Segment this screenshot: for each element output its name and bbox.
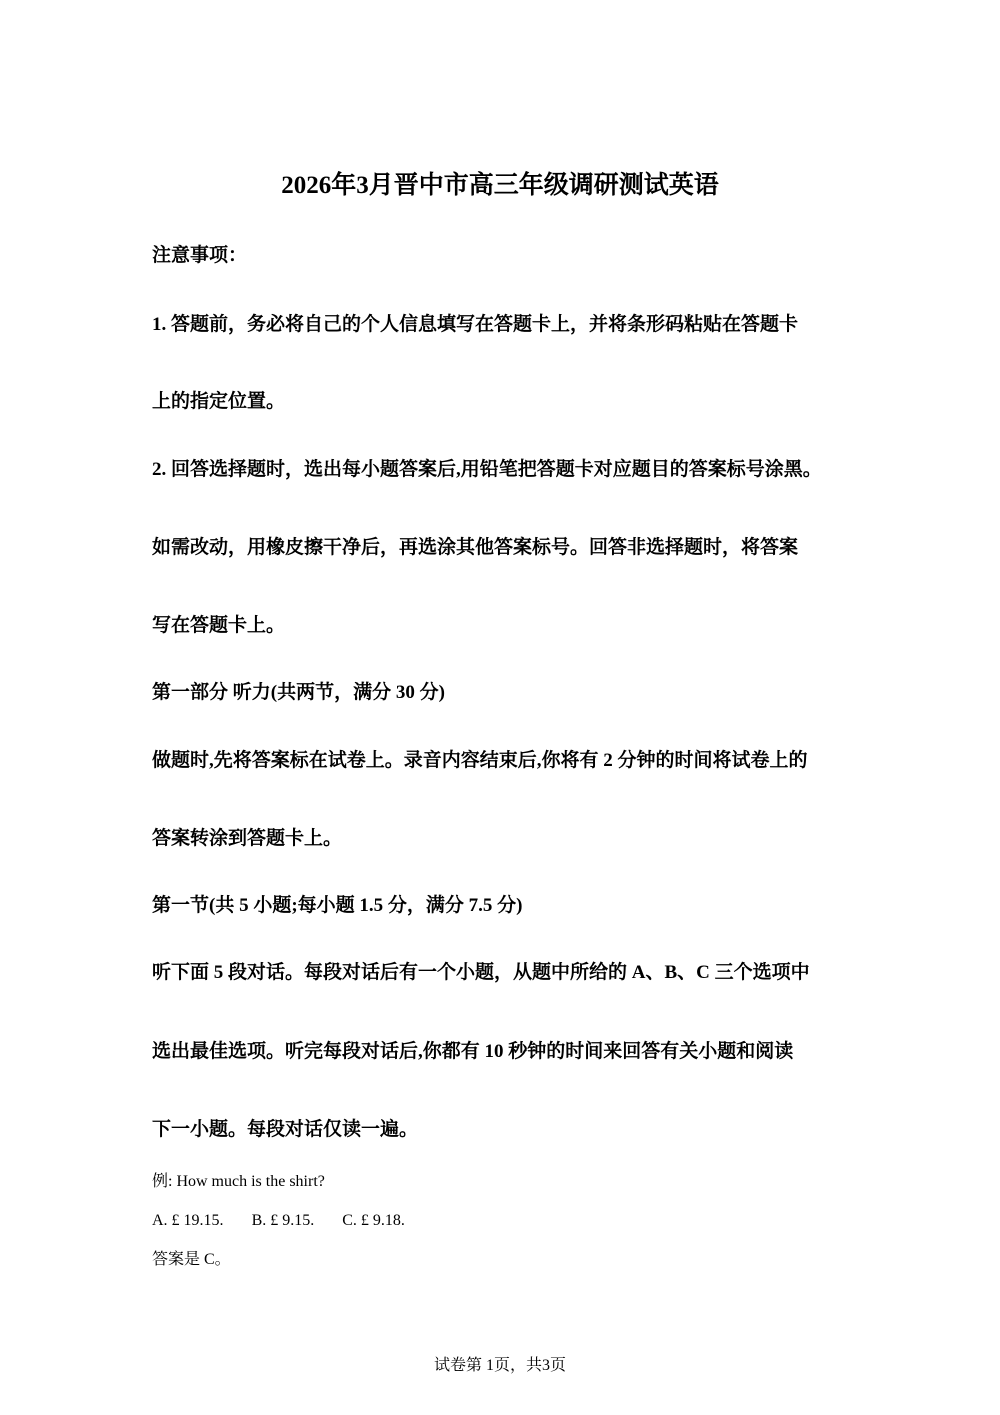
part1-heading: 第一部分 听力(共两节，满分 30 分)	[152, 682, 445, 703]
notice-item-2-line-1: 2. 回答选择题时，选出每小题答案后,用铅笔把答题卡对应题目的答案标号涂黑。	[152, 459, 822, 480]
example-answer: 答案是 C。	[152, 1251, 231, 1268]
example-option-a: A. £ 19.15.	[152, 1212, 224, 1229]
page-footer: 试卷第 1页，共3页	[433, 1357, 566, 1374]
example-option-b: B. £ 9.15.	[251, 1212, 315, 1229]
notice-item-1-line-2: 上的指定位置。	[152, 391, 286, 412]
notice-item-1-line-1: 1. 答题前，务必将自己的个人信息填写在答题卡上，并将条形码粘贴在答题卡	[152, 314, 799, 335]
part1-instruction-line-2: 答案转涂到答题卡上。	[152, 828, 343, 849]
notice-heading: 注意事项：	[152, 245, 248, 266]
section1-instruction-line-2: 选出最佳选项。听完每段对话后,你都有 10 秒钟的时间来回答有关小题和阅读	[152, 1041, 794, 1062]
example-option-c: C. £ 9.18.	[342, 1212, 405, 1229]
notice-item-2-line-2: 如需改动，用橡皮擦干净后，再选涂其他答案标号。回答非选择题时，将答案	[152, 537, 799, 558]
example-question: 例: How much is the shirt?	[152, 1173, 325, 1190]
section1-instruction-line-1: 听下面 5 段对话。每段对话后有一个小题，从题中所给的 A、B、C 三个选项中	[152, 962, 810, 983]
section1-heading: 第一节(共 5 小题;每小题 1.5 分，满分 7.5 分)	[152, 895, 523, 916]
exam-title: 2026年3月晋中市高三年级调研测试英语	[281, 172, 719, 199]
part1-instruction-line-1: 做题时,先将答案标在试卷上。录音内容结束后,你将有 2 分钟的时间将试卷上的	[152, 750, 808, 771]
section1-instruction-line-3: 下一小题。每段对话仅读一遍。	[152, 1119, 419, 1140]
notice-item-2-line-3: 写在答题卡上。	[152, 615, 286, 636]
example-options	[152, 1209, 405, 1233]
